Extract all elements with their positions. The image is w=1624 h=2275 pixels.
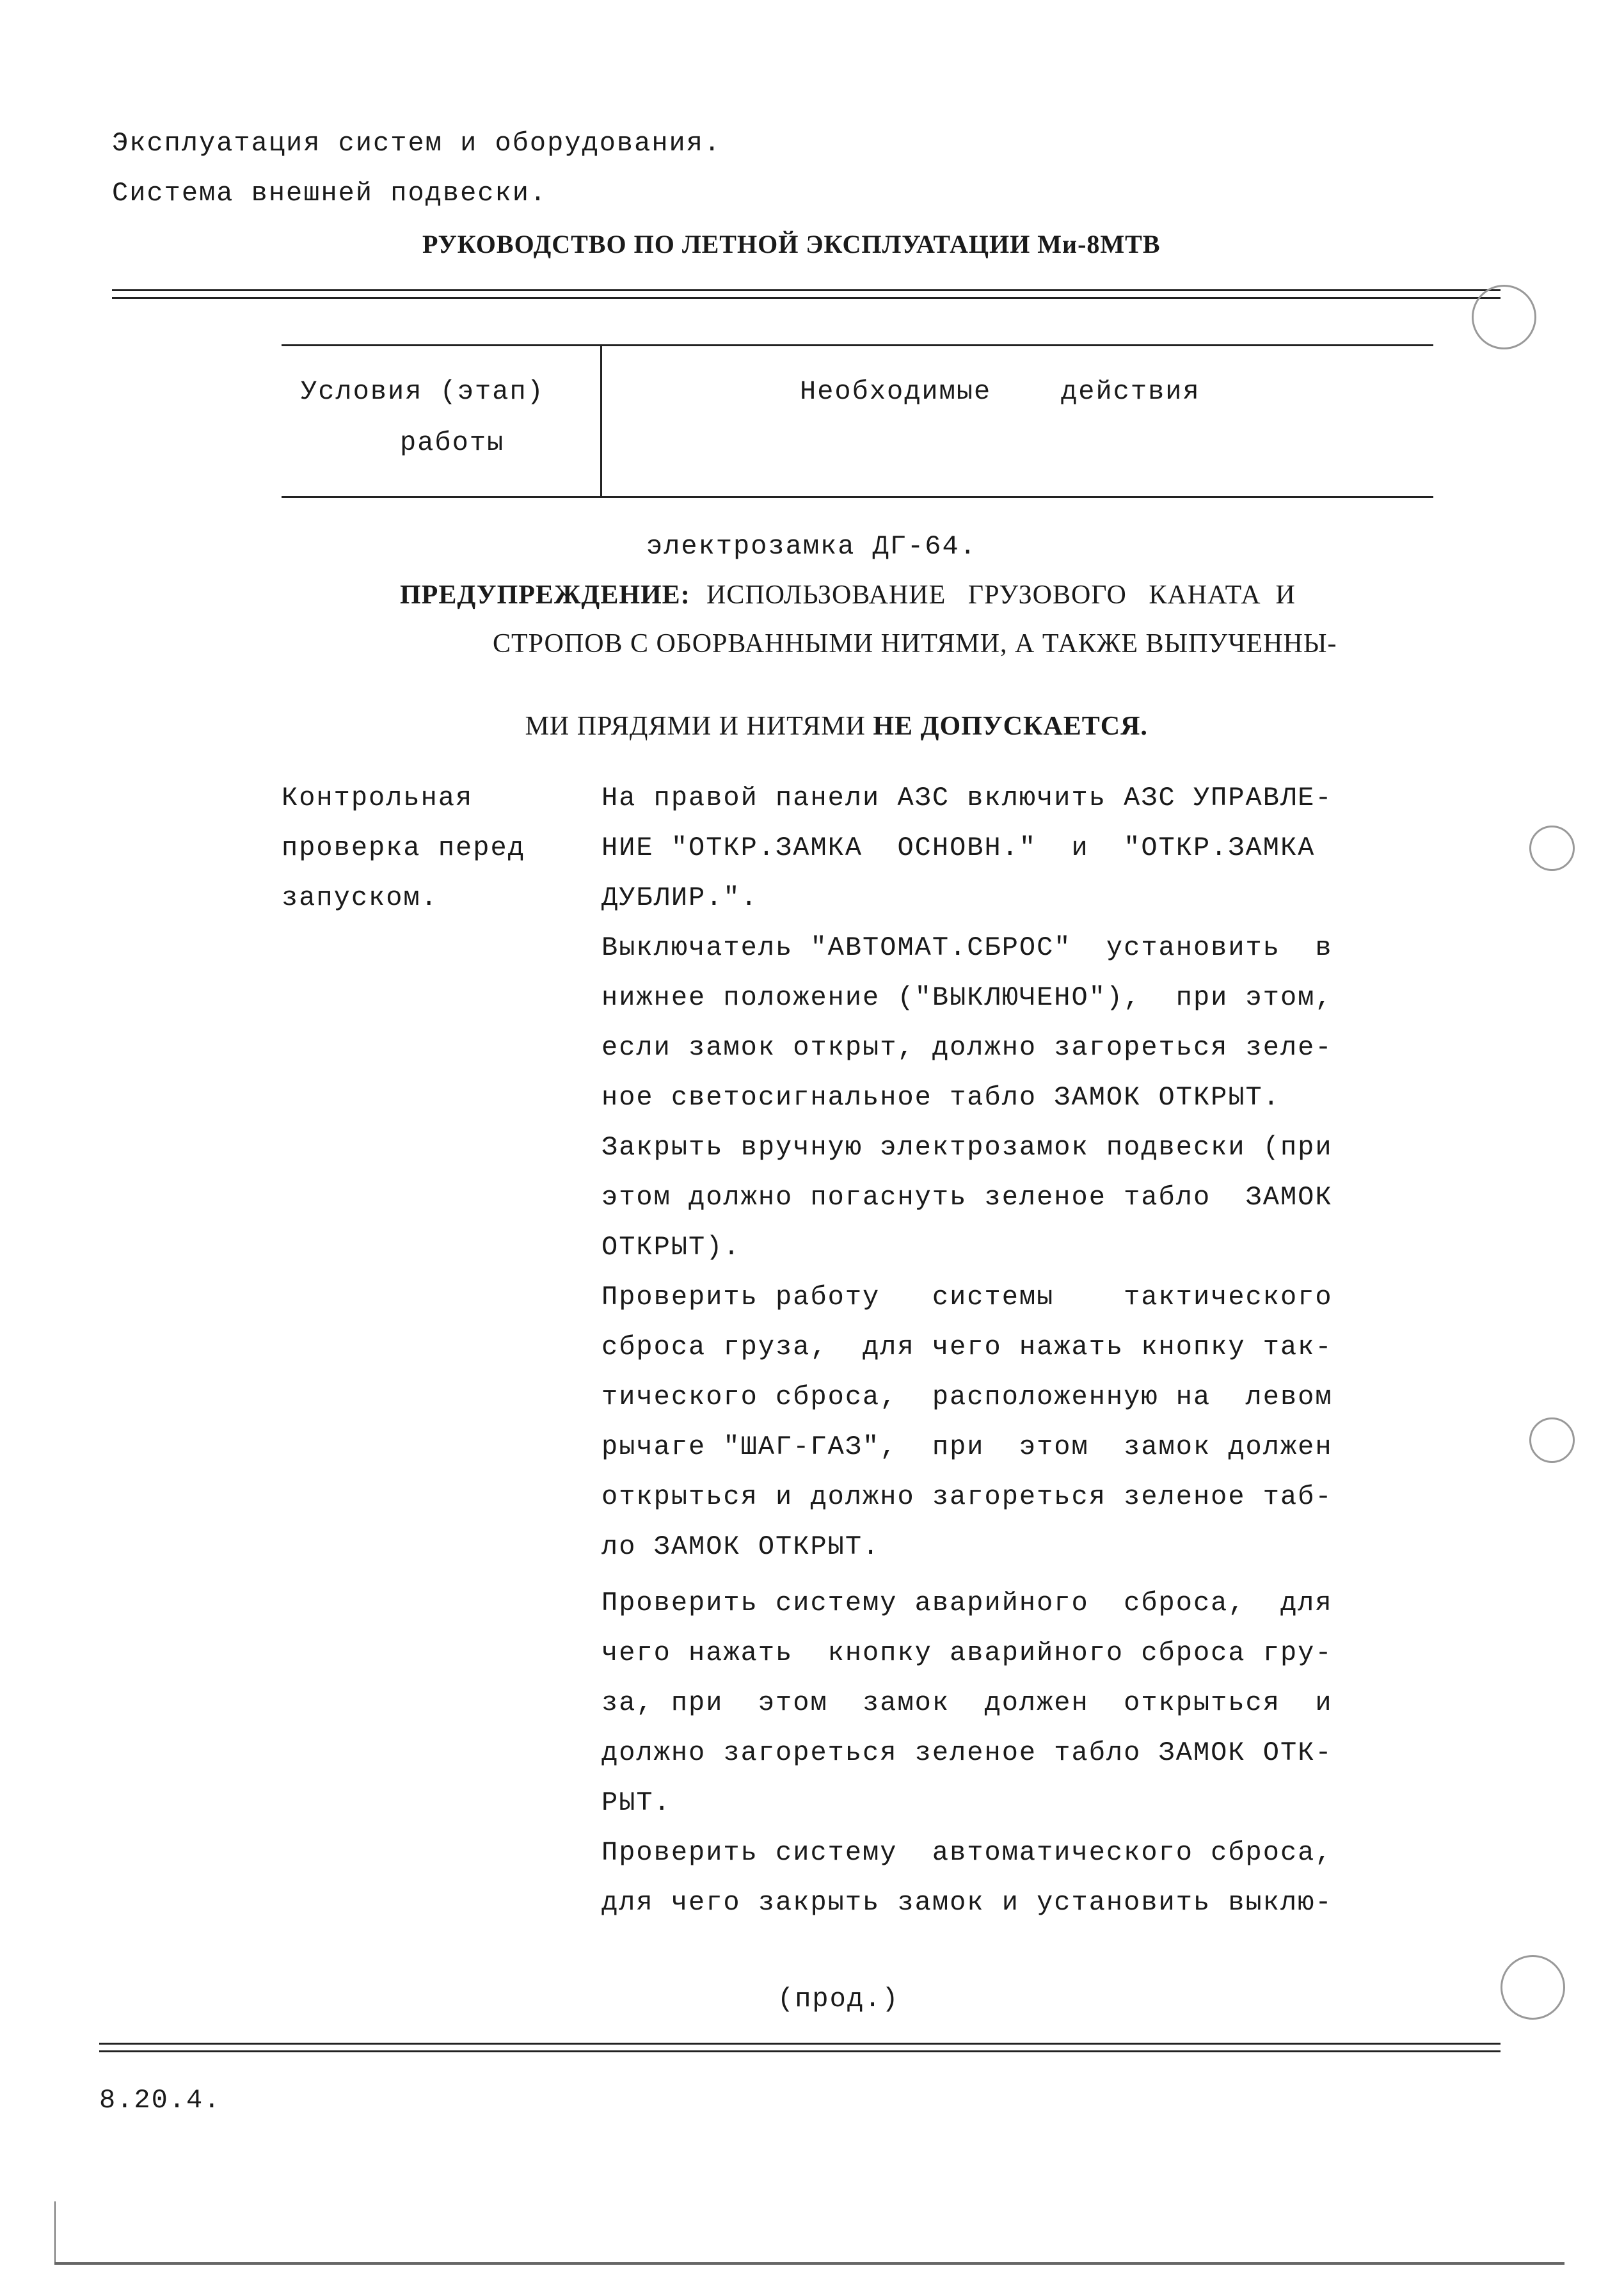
column-header-actions: Необходимые действия — [800, 376, 1200, 407]
scan-edge-bottom — [54, 2262, 1564, 2265]
action-line: за, при этом замок должен открыться и — [601, 1688, 1333, 1718]
action-line: должно загореться зеленое табло ЗАМОК ОТК- — [601, 1737, 1333, 1768]
footer-divider-top — [99, 2043, 1501, 2045]
page-number: 8.20.4. — [99, 2085, 221, 2116]
action-line: На правой панели АЗС включить АЗС УПРАВЛЕ- — [601, 783, 1333, 813]
footer-divider-bottom — [99, 2050, 1501, 2052]
warning-block — [400, 579, 1296, 611]
table-header-column-divider — [600, 344, 602, 498]
action-line: этом должно погаснуть зеленое табло ЗАМОК — [601, 1182, 1333, 1213]
action-line: Выключатель "АВТОМАТ.СБРОС" установить в — [601, 932, 1333, 963]
warning-label: ПРЕДУПРЕЖДЕНИЕ: — [400, 580, 690, 610]
action-line: рычаге "ШАГ-ГАЗ", при этом замок должен — [601, 1432, 1333, 1462]
table-header-bottom-rule — [282, 496, 1433, 498]
action-line: РЫТ. — [601, 1787, 671, 1818]
action-line: сброса груза, для чего нажать кнопку так- — [601, 1332, 1333, 1362]
column-header-conditions: Условия (этап) — [301, 376, 545, 407]
binder-hole — [1529, 1417, 1575, 1463]
continued-marker: (прод.) — [777, 1984, 900, 2015]
action-line: ДУБЛИР.". — [601, 882, 758, 913]
action-line: ОТКРЫТ). — [601, 1232, 741, 1263]
action-line: если замок открыт, должно загореться зеле- — [601, 1032, 1333, 1063]
action-line: НИЕ "ОТКР.ЗАМКА ОСНОВН." и "ОТКР.ЗАМКА — [601, 833, 1316, 863]
action-line: чего нажать кнопку аварийного сброса гру- — [601, 1638, 1333, 1668]
action-line: для чего закрыть замок и установить выклю- — [601, 1887, 1333, 1918]
warning-line-1: ИСПОЛЬЗОВАНИЕ ГРУЗОВОГО КАНАТА И — [706, 580, 1296, 610]
warning-line-3: МИ ПРЯДЯМИ И НИТЯМИ НЕ ДОПУСКАЕТСЯ. — [525, 712, 1148, 741]
condition-line: запуском. — [282, 882, 438, 913]
action-line: Проверить систему автоматического сброса, — [601, 1837, 1333, 1868]
action-line: ное светосигнальное табло ЗАМОК ОТКРЫТ. — [601, 1082, 1280, 1113]
header-divider-top — [112, 289, 1501, 291]
action-line: ло ЗАМОК ОТКРЫТ. — [601, 1531, 880, 1562]
binder-hole — [1529, 826, 1575, 871]
binder-hole — [1472, 285, 1536, 349]
action-line: открыться и должно загореться зеленое таб- — [601, 1481, 1333, 1512]
column-header-conditions-line2: работы — [400, 427, 505, 458]
action-line: Проверить систему аварийного сброса, для — [601, 1588, 1333, 1618]
scan-edge-mark — [54, 2201, 56, 2262]
warning-line-2: СТРОПОВ С ОБОРВАННЫМИ НИТЯМИ, А ТАКЖЕ ВЫПУЧЕННЫ- — [493, 629, 1337, 659]
header-subsection-title: Система внешней подвески. — [112, 178, 548, 209]
warning-emphasis: НЕ ДОПУСКАЕТСЯ. — [873, 712, 1148, 741]
action-line: тического сброса, расположенную на левом — [601, 1382, 1333, 1412]
action-line: нижнее положение ("ВЫКЛЮЧЕНО"), при этом, — [601, 982, 1333, 1013]
continuation-text: электрозамка ДГ-64. — [646, 531, 977, 562]
condition-line: Контрольная — [282, 783, 474, 813]
table-header-top-rule — [282, 344, 1433, 346]
header-section-title: Эксплуатация систем и оборудования. — [112, 128, 722, 159]
binder-hole — [1501, 1955, 1565, 2020]
condition-line: проверка перед — [282, 833, 525, 863]
header-divider-bottom — [112, 297, 1501, 299]
action-line: Закрыть вручную электрозамок подвески (при — [601, 1132, 1333, 1163]
manual-title: РУКОВОДСТВО ПО ЛЕТНОЙ ЭКСПЛУАТАЦИИ Ми-8МТВ — [422, 230, 1161, 259]
action-line: Проверить работу системы тактического — [601, 1282, 1333, 1313]
